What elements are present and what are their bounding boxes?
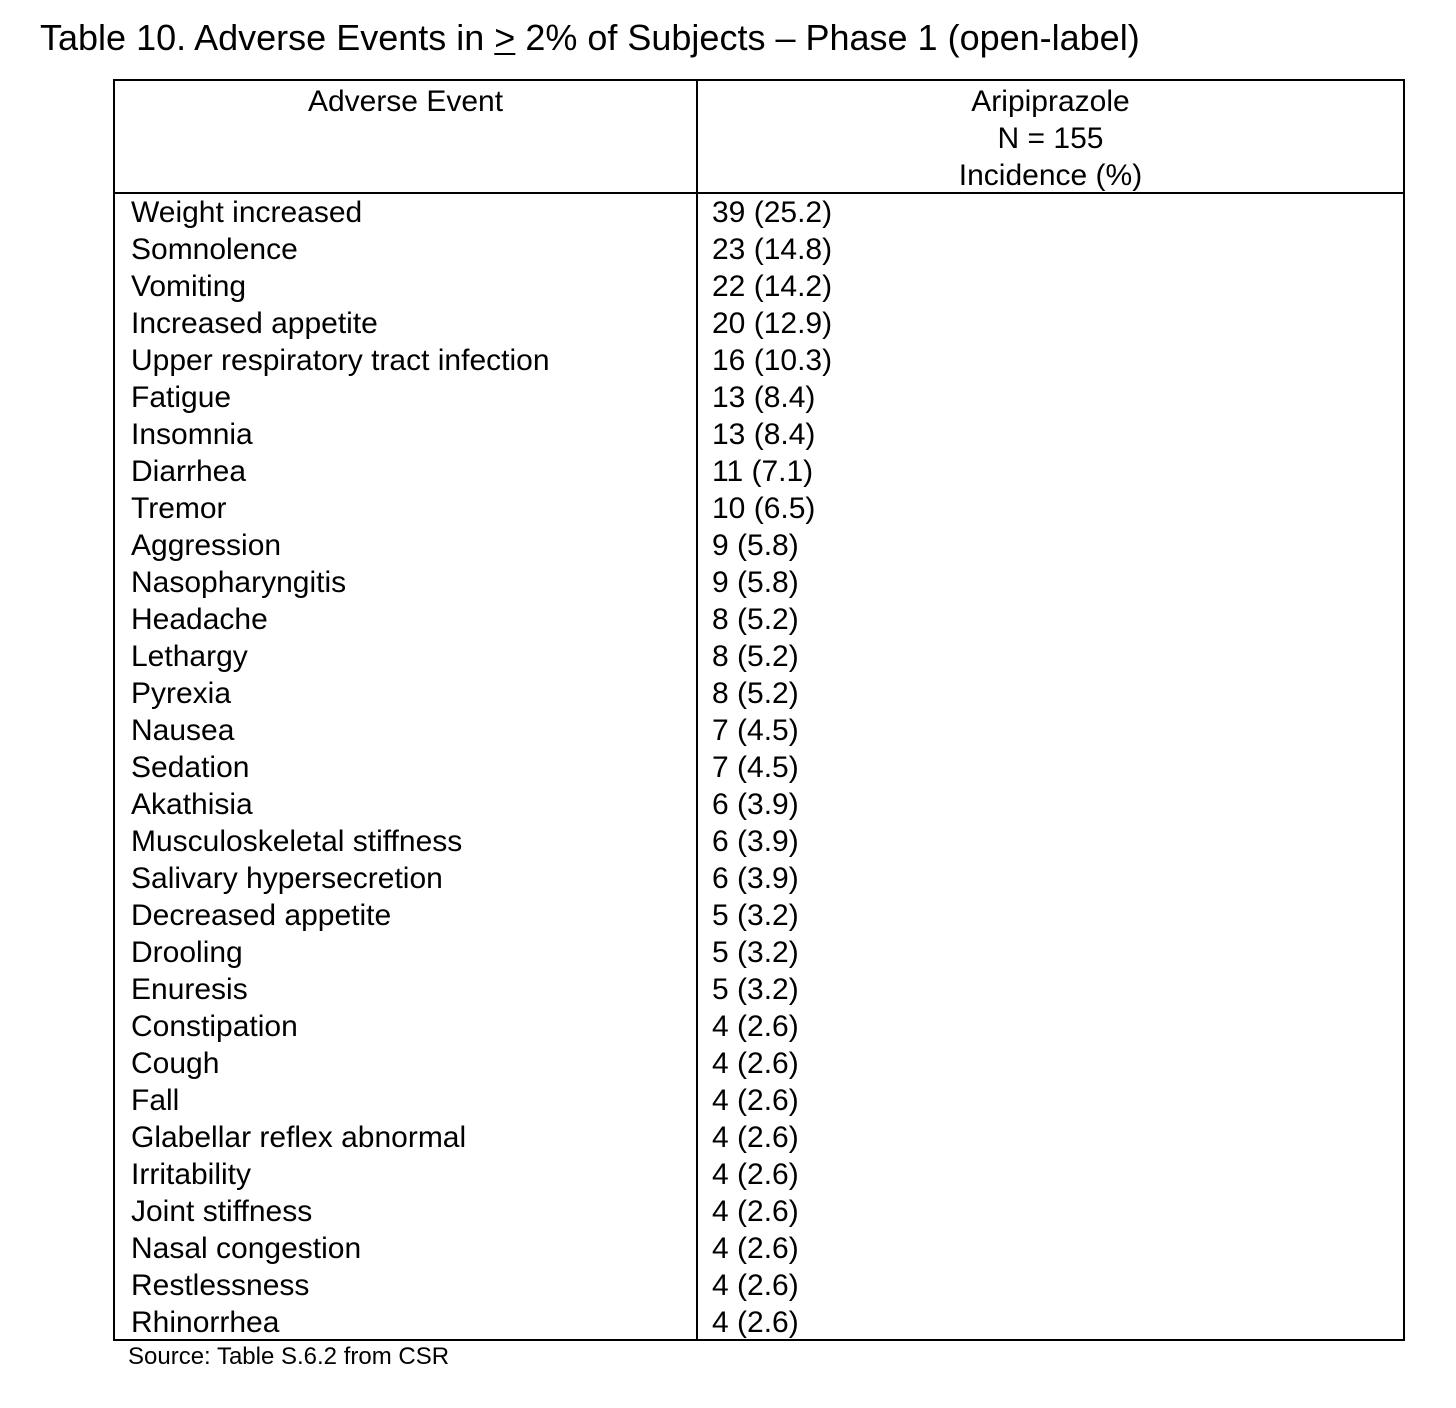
table-row: [115, 453, 1403, 490]
table-row: [115, 305, 1403, 342]
table-title: [40, 14, 1140, 62]
incidence-value: 4 (2.6): [712, 1010, 799, 1043]
incidence-value: 6 (3.9): [712, 862, 799, 895]
table-row: [115, 897, 1403, 934]
adverse-event-name: Cough: [131, 1047, 220, 1080]
table-row: [115, 1008, 1403, 1045]
table-row: [115, 268, 1403, 305]
incidence-value: 9 (5.8): [712, 529, 799, 562]
adverse-event-name: Constipation: [131, 1010, 298, 1043]
table-row: [115, 564, 1403, 601]
table-row: [115, 1119, 1403, 1156]
incidence-value: 6 (3.9): [712, 788, 799, 821]
incidence-value: 4 (2.6): [712, 1195, 799, 1228]
source-note: Source: Table S.6.2 from CSR: [128, 1343, 450, 1370]
table-row: [115, 1156, 1403, 1193]
adverse-event-name: Nasopharyngitis: [131, 566, 347, 599]
arm-sample-size: N = 155: [997, 122, 1104, 155]
adverse-event-name: Fatigue: [131, 381, 232, 414]
adverse-event-name: Nasal congestion: [131, 1232, 362, 1265]
incidence-value: 20 (12.9): [712, 307, 833, 340]
table-title-prefix: Table 10. Adverse Events in: [40, 17, 495, 58]
incidence-value: 9 (5.8): [712, 566, 799, 599]
table-row: [115, 860, 1403, 897]
adverse-event-name: Restlessness: [131, 1269, 310, 1302]
incidence-value: 11 (7.1): [712, 455, 814, 488]
column-header-aripiprazole: [698, 83, 1403, 194]
table-body: [115, 194, 1403, 1341]
adverse-event-name: Diarrhea: [131, 455, 247, 488]
adverse-event-name: Lethargy: [131, 640, 248, 673]
table-row: [115, 1230, 1403, 1267]
table-row: [115, 1193, 1403, 1230]
incidence-value: 4 (2.6): [712, 1306, 799, 1339]
table-row: [115, 416, 1403, 453]
adverse-event-name: Vomiting: [131, 270, 247, 303]
arm-metric: Incidence (%): [958, 159, 1143, 192]
incidence-value: 4 (2.6): [712, 1047, 799, 1080]
adverse-event-name: Glabellar reflex abnormal: [131, 1121, 467, 1154]
adverse-event-name: Tremor: [131, 492, 227, 525]
arm-name: Aripiprazole: [971, 85, 1130, 118]
adverse-event-name: Akathisia: [131, 788, 253, 821]
incidence-value: 8 (5.2): [712, 603, 799, 636]
table-title-geq-symbol: >: [494, 17, 516, 58]
table-title-suffix: 2% of Subjects – Phase 1 (open-label): [515, 17, 1140, 58]
adverse-event-name: Decreased appetite: [131, 899, 392, 932]
table-row: [115, 971, 1403, 1008]
table-row: [115, 1045, 1403, 1082]
incidence-value: 10 (6.5): [712, 492, 816, 525]
incidence-value: 4 (2.6): [712, 1269, 799, 1302]
incidence-value: 5 (3.2): [712, 899, 799, 932]
adverse-event-name: Somnolence: [131, 233, 298, 266]
incidence-value: 4 (2.6): [712, 1121, 799, 1154]
incidence-value: 13 (8.4): [712, 381, 816, 414]
incidence-value: 4 (2.6): [712, 1158, 799, 1191]
incidence-value: 13 (8.4): [712, 418, 816, 451]
adverse-event-name: Aggression: [131, 529, 282, 562]
table-row: [115, 342, 1403, 379]
adverse-event-name: Rhinorrhea: [131, 1306, 280, 1339]
adverse-event-name: Salivary hypersecretion: [131, 862, 443, 895]
adverse-event-name: Sedation: [131, 751, 250, 784]
adverse-event-name: Joint stiffness: [131, 1195, 313, 1228]
adverse-event-name: Fall: [131, 1084, 180, 1117]
incidence-value: 39 (25.2): [712, 196, 833, 229]
incidence-value: 23 (14.8): [712, 233, 833, 266]
table-row: [115, 638, 1403, 675]
table-row: [115, 527, 1403, 564]
incidence-value: 5 (3.2): [712, 936, 799, 969]
adverse-event-name: Insomnia: [131, 418, 253, 451]
table-row: [115, 601, 1403, 638]
adverse-event-name: Weight increased: [131, 196, 363, 229]
incidence-value: 22 (14.2): [712, 270, 833, 303]
incidence-value: 16 (10.3): [712, 344, 833, 377]
table-row: [115, 1304, 1403, 1341]
table-row: [115, 1082, 1403, 1119]
adverse-event-name: Headache: [131, 603, 268, 636]
table-row: [115, 712, 1403, 749]
adverse-event-name: Drooling: [131, 936, 243, 969]
table-row: [115, 934, 1403, 971]
incidence-value: 8 (5.2): [712, 640, 799, 673]
incidence-value: 5 (3.2): [712, 973, 799, 1006]
incidence-value: 8 (5.2): [712, 677, 799, 710]
adverse-event-name: Enuresis: [131, 973, 248, 1006]
table-row: [115, 823, 1403, 860]
table-row: [115, 675, 1403, 712]
table-row: [115, 379, 1403, 416]
incidence-value: 7 (4.5): [712, 714, 799, 747]
incidence-value: 4 (2.6): [712, 1232, 799, 1265]
table-row: [115, 749, 1403, 786]
table-row: [115, 786, 1403, 823]
adverse-event-name: Upper respiratory tract infection: [131, 344, 550, 377]
incidence-value: 7 (4.5): [712, 751, 799, 784]
table-row: [115, 490, 1403, 527]
adverse-event-name: Nausea: [131, 714, 235, 747]
table-row: [115, 231, 1403, 268]
adverse-events-table: [113, 79, 1405, 1341]
incidence-value: 4 (2.6): [712, 1084, 799, 1117]
column-header-adverse-event: Adverse Event: [307, 85, 504, 118]
adverse-event-name: Irritability: [131, 1158, 252, 1191]
adverse-event-name: Increased appetite: [131, 307, 378, 340]
table-row: [115, 194, 1403, 231]
table-row: [115, 1267, 1403, 1304]
incidence-value: 6 (3.9): [712, 825, 799, 858]
adverse-event-name: Pyrexia: [131, 677, 232, 710]
adverse-event-name: Musculoskeletal stiffness: [131, 825, 463, 858]
